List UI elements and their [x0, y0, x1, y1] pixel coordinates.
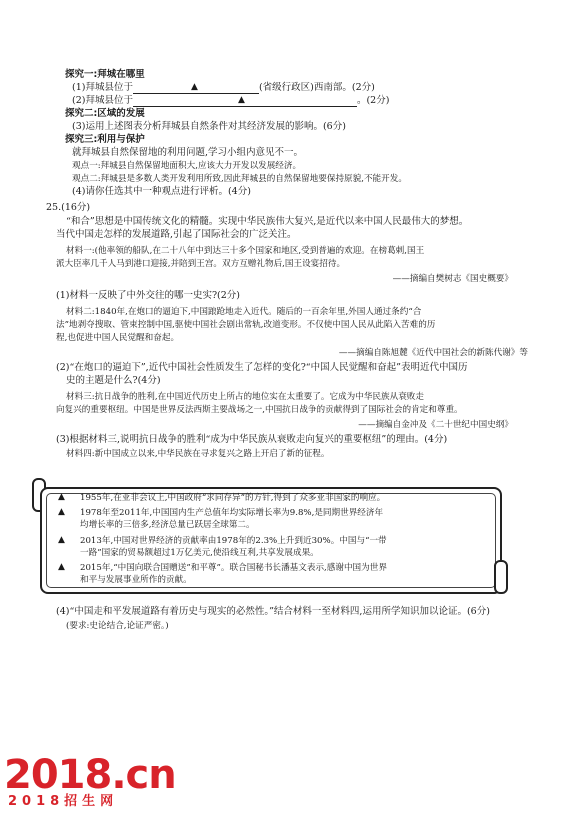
material-2-line-3: 程,也促进中国人民觉醒和奋起。: [56, 333, 180, 343]
question-1: [72, 82, 375, 94]
q1-prefix: (1)拜城县位于: [72, 82, 133, 93]
scroll-curl-right: [494, 560, 508, 594]
q25-intro-2: 当代中国走怎样的发展道路,引起了国际社会的广泛关注。: [56, 229, 297, 240]
section-heading-tanjiu1: 探究一:拜城在哪里: [65, 69, 145, 80]
triangle-bullet-icon: ▲: [58, 535, 65, 545]
sub-question-4-note: (要求:史论结合,论证严密。): [66, 621, 169, 631]
material-3-line-1: 材料三:抗日战争的胜利,在中国近代历史上所占的地位实在太重要了。它成为中华民族从衰败走: [66, 392, 424, 402]
triangle-bullet-icon: ▲: [58, 492, 65, 502]
section-heading-tanjiu2: 探究二:区域的发展: [65, 108, 145, 119]
sub-question-4: (4)“中国走和平发展道路有着历史与现实的必然性。”结合材料一至材料四,运用所学知识加以论证。(6分): [56, 606, 490, 617]
triangle-marker-icon: ▲: [190, 82, 198, 92]
sub-question-3: (3)根据材料三,说明抗日战争的胜利“成为中华民族从衰败走向复兴的重要枢纽”的理由。(4分): [56, 434, 448, 445]
box-item-3-line-2: 一路”国家的贸易额超过1万亿美元,使沿线互利,共享发展成果。: [80, 548, 319, 558]
box-item-1-line-1: 1955年,在亚非会议上,中国政府“求同存异”的方针,得到了众多亚非国家的响应。: [80, 493, 386, 503]
material-3-source: ——摘编自金冲及《二十世纪中国史纲》: [358, 420, 513, 430]
view-1: 观点一:拜城县自然保留地面积大,应该大力开发以发展经济。: [72, 161, 302, 171]
q2-prefix: (2)拜城县位于: [72, 95, 133, 106]
tanjiu3-intro: 就拜城县自然保留地的利用问题,学习小组内意见不一。: [72, 147, 304, 158]
answer-blank-1[interactable]: [133, 84, 259, 94]
view-2: 观点二:拜城县是多数人类开发利用所致,因此拜城县的自然保留地要保持原貌,不能开发。: [72, 174, 407, 184]
site-logo: 2018.cn: [4, 752, 176, 798]
answer-blank-2[interactable]: [133, 97, 357, 107]
triangle-marker-icon: ▲: [237, 95, 245, 105]
box-item-3-line-1: 2013年,中国对世界经济的贡献率由1978年的2.3%上升到近30%。中国与“一带: [80, 536, 387, 546]
box-item-4-line-2: 和平与发展事业所作的贡献。: [80, 575, 192, 585]
box-item-4-line-1: 2015年,“中国向联合国赠送”和平尊”。联合国秘书长潘基文表示,感谢中国为世界: [80, 563, 387, 573]
material-2-source: ——摘编自陈旭麓《近代中国社会的新陈代谢》等: [338, 348, 528, 358]
sub-question-2-line-2: 史的主题是什么?(4分): [66, 375, 161, 386]
material-2-line-2: 法”地剥夺搜取、管束控制中国,驱使中国社会剧出常轨,改道变形。不仅使中国人民从此陷入苦难的历: [56, 320, 436, 330]
sub-question-2-line-1: (2)“在炮口的逼迫下”,近代中国社会性质发生了怎样的变化?“中国人民觉醒和奋起”表明近代中国历: [56, 362, 468, 373]
question-number-25: 25.(16分): [46, 202, 91, 213]
material-2-line-1: 材料二:1840年,在炮口的逼迫下,中国踉跄地走入近代。随后的一百余年里,外国人通过条约“合: [66, 307, 422, 317]
box-item-2-line-2: 均增长率的三倍多,经济总量已跃居全球第二。: [80, 520, 255, 530]
material-1-line-2: 派大臣率几千人马到港口迎接,并陪到王宫。双方互赠礼物后,国王设宴招待。: [56, 259, 346, 269]
site-logo-subtitle: 2018招生网: [8, 794, 119, 809]
question-3: (3)运用上述图表分析拜城县自然条件对其经济发展的影响。(6分): [72, 121, 346, 132]
box-item-2-line-1: 1978年至2011年,中国国内生产总值年均实际增长率为9.8%,是同期世界经济年: [80, 508, 384, 518]
question-4: (4)请你任选其中一种观点进行评析。(4分): [72, 186, 251, 197]
material-1-source: ——摘编自樊树志《国史概要》: [392, 274, 513, 284]
material-1-line-1: 材料一:(他率领的船队,在二十八年中到达三十多个国家和地区,受到普遍的欢迎。在榜葛剌,国王: [66, 246, 425, 256]
triangle-bullet-icon: ▲: [58, 562, 65, 572]
question-2: [72, 95, 389, 107]
q2-suffix: 。(2分): [356, 95, 390, 106]
material-4-intro: 材料四:新中国成立以来,中华民族在寻求复兴之路上开启了新的征程。: [66, 449, 330, 459]
q25-intro-1: “和合”思想是中国传统文化的精髓。实现中华民族伟大复兴,是近代以来中国人民最伟大的梦想。: [66, 216, 469, 227]
triangle-bullet-icon: ▲: [58, 507, 65, 517]
material-3-line-2: 向复兴的重要枢纽。中国是世界反法西斯主要战场之一,中国抗日战争的贡献得到了国际社会的肯定和尊重。: [56, 405, 463, 415]
q1-suffix: (省级行政区)西南部。(2分): [258, 82, 375, 93]
sub-question-1: (1)材料一反映了中外交往的哪一史实?(2分): [56, 290, 241, 301]
section-heading-tanjiu3: 探究三:利用与保护: [65, 134, 145, 145]
